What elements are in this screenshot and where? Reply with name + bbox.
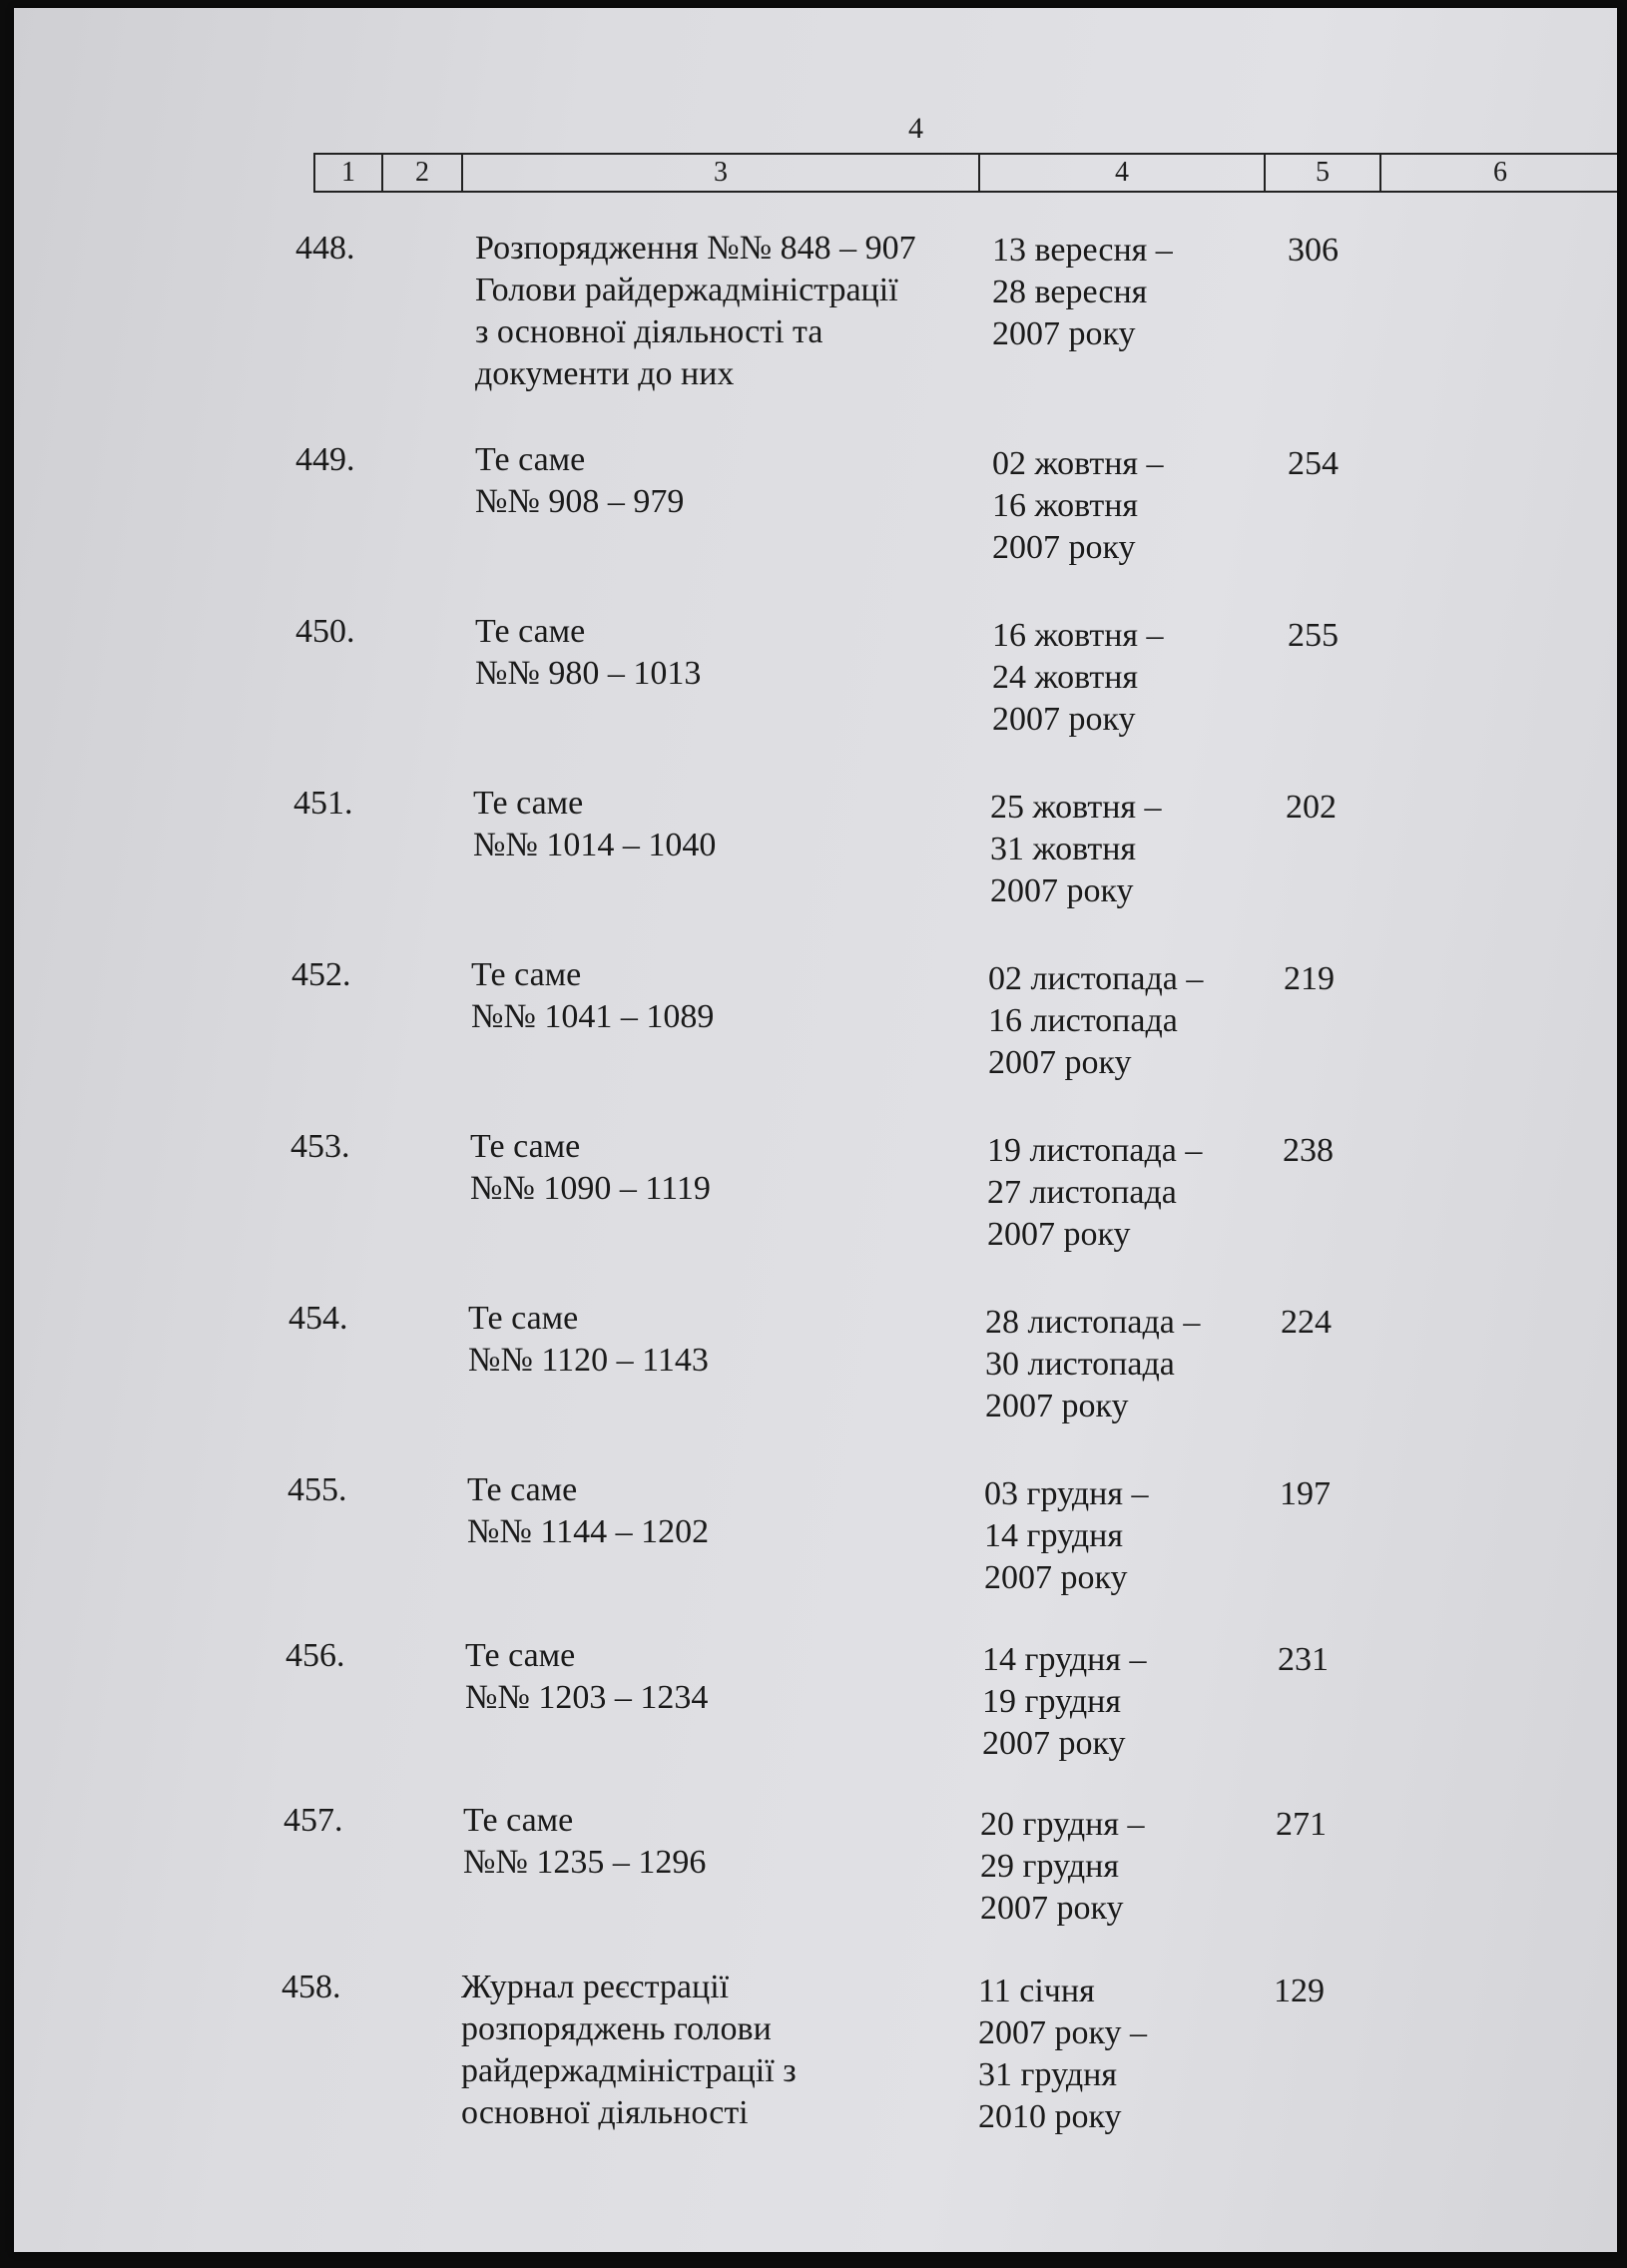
description-line: №№ 1203 – 1234 — [465, 1679, 709, 1716]
date-line: 14 грудня — [984, 1517, 1123, 1554]
date-line: 16 листопада — [988, 1002, 1178, 1039]
description-line: Те саме — [468, 1300, 579, 1337]
entry-number: 455. — [287, 1471, 347, 1508]
date-line: 31 жовтня — [990, 831, 1137, 867]
description-line: Те саме — [465, 1637, 576, 1674]
date-line: 27 листопада — [987, 1174, 1177, 1211]
entry-number: 452. — [291, 956, 351, 993]
entry-number: 457. — [283, 1802, 343, 1839]
date-line: 24 жовтня — [992, 659, 1139, 696]
header-col-1: 1 — [315, 155, 383, 191]
date-line: 19 листопада – — [987, 1132, 1203, 1169]
entry-date-range — [990, 787, 1260, 912]
date-line: 2007 року — [992, 315, 1136, 352]
description-line: основної діяльності — [461, 2094, 749, 2131]
date-line: 19 грудня — [982, 1683, 1121, 1720]
entry-page-count: 224 — [1281, 1304, 1332, 1341]
description-line: №№ 1041 – 1089 — [471, 998, 715, 1035]
date-line: 31 грудня — [978, 2056, 1117, 2093]
entry-description — [463, 1800, 982, 1884]
description-line: розпоряджень голови — [461, 2010, 772, 2047]
entry-page-count: 129 — [1274, 1973, 1325, 2009]
entry-number: 451. — [293, 785, 353, 822]
date-line: 2010 року — [978, 2098, 1122, 2135]
date-line: 2007 року — [985, 1388, 1129, 1424]
entry-page-count: 271 — [1276, 1806, 1327, 1843]
description-line: документи до них — [475, 355, 735, 392]
header-col-4: 4 — [980, 155, 1266, 191]
entry-description — [473, 783, 992, 866]
description-line: №№ 1090 – 1119 — [470, 1170, 711, 1207]
entry-page-count: 306 — [1288, 232, 1339, 269]
date-line: 28 листопада – — [985, 1304, 1201, 1341]
date-line: 16 жовтня — [992, 487, 1139, 524]
column-header-table — [313, 153, 1617, 193]
entry-page-count: 197 — [1280, 1475, 1331, 1512]
entry-description — [461, 1967, 980, 2134]
date-line: 2007 року — [984, 1559, 1128, 1596]
description-line: Те саме — [473, 785, 584, 822]
description-line: райдержадміністрації з — [461, 2052, 797, 2089]
entry-number: 453. — [290, 1128, 350, 1165]
date-line: 2007 року — [982, 1725, 1126, 1762]
date-line: 28 вересня — [992, 274, 1148, 310]
entry-description — [475, 611, 994, 695]
entry-number: 450. — [295, 613, 355, 650]
description-line: №№ 1235 – 1296 — [463, 1844, 707, 1881]
description-line: Журнал реєстрації — [461, 1969, 730, 2005]
entry-page-count: 255 — [1288, 617, 1339, 654]
entry-description — [475, 439, 994, 523]
date-line: 02 листопада – — [988, 960, 1204, 997]
entry-description — [465, 1635, 984, 1719]
description-line: Те саме — [470, 1128, 581, 1165]
entry-page-count: 202 — [1286, 789, 1337, 826]
description-line: Розпорядження №№ 848 – 907 — [475, 230, 916, 267]
date-line: 2007 року — [992, 701, 1136, 738]
description-line: Те саме — [471, 956, 582, 993]
description-line: №№ 908 – 979 — [475, 483, 685, 520]
date-line: 03 грудня – — [984, 1475, 1149, 1512]
description-line: з основної діяльності та — [475, 313, 823, 350]
entry-number: 454. — [288, 1300, 348, 1337]
date-line: 25 жовтня – — [990, 789, 1162, 826]
entry-description — [468, 1298, 987, 1382]
entry-date-range — [992, 230, 1262, 355]
description-line: №№ 1120 – 1143 — [468, 1342, 709, 1379]
date-line: 2007 року – — [978, 2014, 1148, 2051]
entry-number: 458. — [281, 1969, 341, 2005]
description-line: №№ 1144 – 1202 — [467, 1513, 710, 1550]
entry-date-range — [988, 958, 1258, 1084]
entry-date-range — [984, 1473, 1254, 1599]
entry-date-range — [985, 1302, 1255, 1427]
date-line: 29 грудня — [980, 1848, 1119, 1885]
date-line: 2007 року — [992, 529, 1136, 566]
date-line: 02 жовтня – — [992, 445, 1164, 482]
date-line: 16 жовтня – — [992, 617, 1164, 654]
entry-description — [471, 954, 990, 1038]
entry-page-count: 254 — [1288, 445, 1339, 482]
entry-number: 456. — [285, 1637, 345, 1674]
description-line: Те саме — [475, 613, 586, 650]
description-line: Голови райдержадміністрації — [475, 272, 898, 308]
entry-description — [467, 1469, 986, 1553]
entry-date-range — [992, 443, 1262, 569]
date-line: 2007 року — [987, 1216, 1131, 1253]
entry-page-count: 238 — [1283, 1132, 1334, 1169]
header-col-3: 3 — [463, 155, 980, 191]
date-line: 30 листопада — [985, 1346, 1175, 1383]
header-col-5: 5 — [1266, 155, 1381, 191]
description-line: Те саме — [463, 1802, 574, 1839]
document-page — [14, 8, 1617, 2252]
header-col-6: 6 — [1493, 157, 1507, 188]
date-line: 20 грудня – — [980, 1806, 1145, 1843]
entry-date-range — [987, 1130, 1257, 1256]
entry-page-count: 219 — [1284, 960, 1335, 997]
date-line: 11 січня — [978, 1973, 1095, 2009]
header-col-2: 2 — [383, 155, 463, 191]
description-line: №№ 1014 – 1040 — [473, 827, 717, 863]
date-line: 14 грудня – — [982, 1641, 1147, 1678]
date-line: 2007 року — [990, 872, 1134, 909]
entry-description — [470, 1126, 989, 1210]
entry-number: 448. — [295, 230, 355, 267]
date-line: 13 вересня – — [992, 232, 1173, 269]
entry-number: 449. — [295, 441, 355, 478]
description-line: №№ 980 – 1013 — [475, 655, 702, 692]
date-line: 2007 року — [988, 1044, 1132, 1081]
description-line: Те саме — [467, 1471, 578, 1508]
page-number: 4 — [908, 112, 923, 145]
date-line: 2007 року — [980, 1890, 1124, 1927]
entry-description — [475, 228, 994, 395]
entry-date-range — [992, 615, 1262, 741]
entry-page-count: 231 — [1278, 1641, 1329, 1678]
entry-date-range — [978, 1971, 1248, 2138]
entry-date-range — [982, 1639, 1252, 1765]
entry-date-range — [980, 1804, 1250, 1930]
description-line: Те саме — [475, 441, 586, 478]
